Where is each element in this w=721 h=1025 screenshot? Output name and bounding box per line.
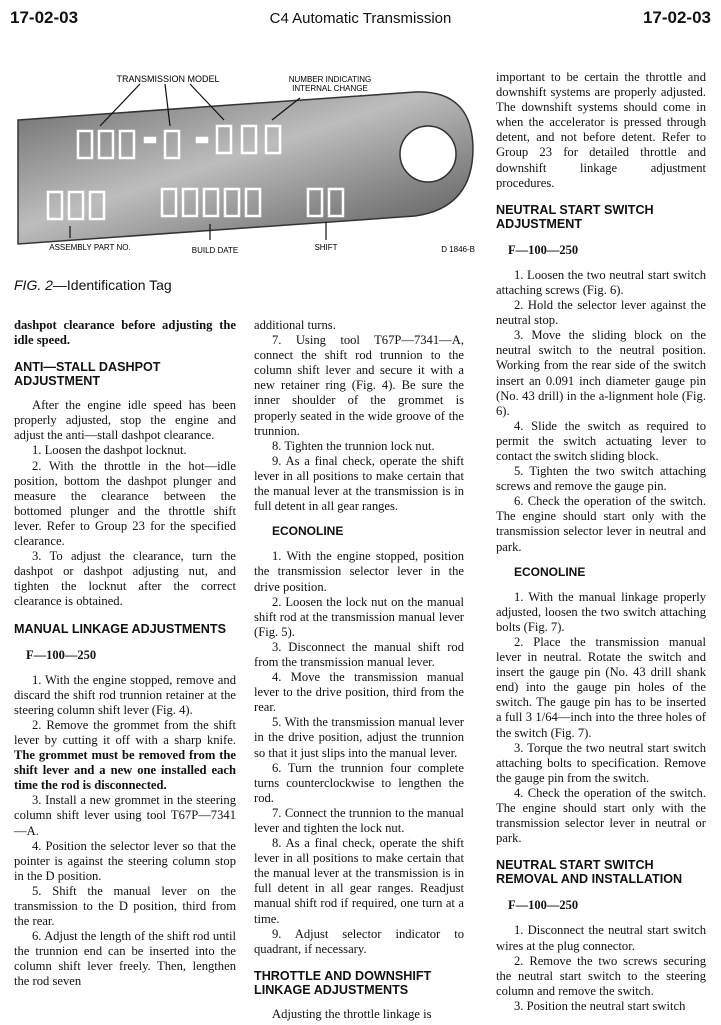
- paragraph: 1. With the engine stopped, position the transmission selector lever in the drive position.: [254, 549, 464, 594]
- page-number-left: 17-02-03: [10, 8, 79, 27]
- column-left: [14, 318, 236, 990]
- section-heading: THROTTLE AND DOWNSHIFT LINKAGE ADJUSTMENTS: [254, 968, 432, 997]
- subheading: F—100—250: [508, 898, 579, 913]
- internal-change-label-2: INTERNAL CHANGE: [292, 84, 368, 93]
- paragraph: 2. Place the transmission manual lever in neutral. Rotate the switch and insert the gauge pin (No. 43 drill shank end) into the gauge pin holes of the switch. The gauge pin has to be inserted a full 3 1/64—inch into the three holes of the switch (Fig. 7).: [496, 635, 706, 740]
- figure-caption-text: —Identification Tag: [52, 277, 172, 293]
- paragraph: 3. To adjust the clearance, turn the dashpot or dashpot adjusting nut, and tighten the locknut after the correct clearance is obtained.: [14, 549, 236, 609]
- paragraph: 9. Adjust selector indicator to quadrant, if necessary.: [254, 926, 464, 956]
- paragraph: 6. Adjust the length of the shift rod until the trunnion end can be inserted into the column shift lever freely. Then, lengthen the rod seven: [14, 929, 236, 989]
- paragraph: 2. Hold the selector lever against the neutral stop.: [496, 298, 706, 328]
- subheading: F—100—250: [26, 647, 97, 662]
- paragraph: important to be certain the throttle and downshift systems are properly adjusted. The downshift systems should come in when the accelerator is pressed through detent, and not before detent. Refer to Group 23 for detailed throttle and downshift linkage adjustment procedures.: [496, 70, 706, 190]
- page-number-right: 17-02-03: [642, 8, 711, 27]
- paragraph: 2. Remove the grommet from the shift lever by cutting it off with a sharp knife. The grommet must be removed from the shift lever and a new one installed each time the rod is disconnected.: [14, 717, 236, 793]
- paragraph: 1. With the engine stopped, remove and discard the shift rod trunnion retainer at the steering column shift lever (Fig. 4).: [14, 672, 236, 717]
- paragraph: 2. Loosen the lock nut on the manual shift rod at the transmission manual lever (Fig. 5).: [254, 594, 464, 639]
- figure-caption-number: FIG. 2: [14, 277, 53, 293]
- column-middle: [254, 318, 464, 1022]
- paragraph: 8. Tighten the trunnion lock nut.: [272, 438, 435, 453]
- paragraph: 4. Position the selector lever so that the pointer is against the steering column stop in the D position.: [14, 838, 236, 883]
- tag-hole: [400, 126, 456, 182]
- page-title: C4 Automatic Transmission: [269, 10, 452, 27]
- assembly-part-label: ASSEMBLY PART NO.: [49, 243, 131, 252]
- section-heading: NEUTRAL START SWITCH REMOVAL AND INSTALLATION: [496, 858, 683, 887]
- paragraph: 5. With the transmission manual lever in the drive position, adjust the trunnion so that it just slips into the manual lever.: [254, 715, 464, 760]
- warning-text: The grommet must be removed from the shift lever and a new one installed each time the rod is disconnected.: [14, 748, 236, 793]
- shift-label: SHIFT: [314, 243, 338, 252]
- column-right: [496, 70, 706, 1014]
- paragraph: 6. Check the operation of the switch. The engine should start only with the transmission selector lever in neutral and park.: [496, 494, 706, 554]
- paragraph: 4. Move the transmission manual lever to the drive position, third from the rear.: [254, 670, 464, 715]
- section-heading: NEUTRAL START SWITCH ADJUSTMENT: [496, 202, 654, 231]
- subheading: ECONOLINE: [514, 564, 586, 579]
- paragraph: 2. With the throttle in the hot—idle position, bottom the dashpot plunger and measure the clearance between the bottomed plunger and the throttle shift lever. Refer to Group 23 for the specified clearance.: [14, 458, 236, 549]
- paragraph: 3. Position the neutral start switch: [514, 998, 686, 1013]
- paragraph: additional turns.: [254, 318, 336, 332]
- page-header: [0, 8, 721, 32]
- paragraph: 2. Remove the two screws securing the neutral start switch to the steering column and remove the switch.: [496, 953, 706, 998]
- paragraph: 8. As a final check, operate the shift lever in all positions to make certain that the manual lever at the transmission is in full detent in all gear ranges. Readjust manual shift rod if required, one turn at a time.: [254, 836, 464, 926]
- paragraph: 4. Check the operation of the switch. The engine should start only with the transmission selector lever in neutral or park.: [496, 785, 706, 846]
- build-date-label: BUILD DATE: [191, 246, 239, 255]
- paragraph: 9. As a final check, operate the shift lever in all positions to make certain that the manual lever at the transmission is in full detent in all gear ranges.: [254, 453, 464, 514]
- figure-caption: [14, 277, 172, 293]
- paragraph: 3. Disconnect the manual shift rod from the transmission manual lever.: [254, 639, 464, 669]
- paragraph: 5. Shift the manual lever on the transmission to the D position, third from the rear.: [14, 883, 236, 929]
- paragraph: 6. Turn the trunnion four complete turns counterclockwise to lengthen the rod.: [254, 760, 464, 805]
- section-heading: MANUAL LINKAGE ADJUSTMENTS: [14, 621, 226, 636]
- internal-change-label-1: NUMBER INDICATING: [288, 75, 372, 84]
- paragraph: 3. Move the sliding block on the neutral switch to the neutral position. Working from the rear side of the switch insert an 0.091 inch diameter gauge pin (No. 43 drill) in the a-lignment hole (Fig. 6).: [496, 328, 706, 418]
- paragraph: 1. Loosen the dashpot locknut.: [32, 443, 187, 458]
- paragraph: 1. With the manual linkage properly adjusted, loosen the two switch attaching bolts (Fig. 7).: [496, 589, 706, 634]
- paragraph: 7. Using tool T67P—7341—A, connect the shift rod trunnion to the column shift lever and secure it with a new retainer ring (Fig. 4). Be sure the inner shoulder of the grommet is properly seated in the wide groove of the trunnion.: [254, 333, 464, 438]
- identification-tag-figure: [10, 68, 480, 268]
- transmission-model-label: TRANSMISSION MODEL: [116, 74, 220, 84]
- section-heading: ANTI—STALL DASHPOT ADJUSTMENT: [14, 360, 161, 389]
- paragraph: 3. Torque the two neutral start switch attaching bolts to specification. Remove the gauge pin from the switch.: [496, 740, 706, 785]
- paragraph: 1. Loosen the two neutral start switch attaching screws (Fig. 6).: [496, 267, 706, 297]
- subheading: F—100—250: [508, 242, 579, 257]
- paragraph: Adjusting the throttle linkage is: [272, 1006, 432, 1021]
- paragraph: After the engine idle speed has been properly adjusted, stop the engine and adjust the anti—stall dashpot clearance.: [14, 398, 236, 443]
- paragraph: 7. Connect the trunnion to the manual lever and tighten the lock nut.: [254, 805, 464, 835]
- figure-code: D 1846-B: [441, 245, 475, 254]
- subheading: ECONOLINE: [272, 524, 344, 539]
- paragraph: 5. Tighten the two switch attaching screws and remove the gauge pin.: [496, 464, 706, 494]
- paragraph: 3. Install a new grommet in the steering column shift lever using tool T67P—7341—A.: [14, 793, 236, 838]
- paragraph: 4. Slide the switch as required to permit the switch actuating lever to contact the switch sliding block.: [496, 418, 706, 463]
- paragraph: 1. Disconnect the neutral start switch wires at the plug connector.: [496, 923, 706, 953]
- paragraph: dashpot clearance before adjusting the idle speed.: [14, 318, 236, 348]
